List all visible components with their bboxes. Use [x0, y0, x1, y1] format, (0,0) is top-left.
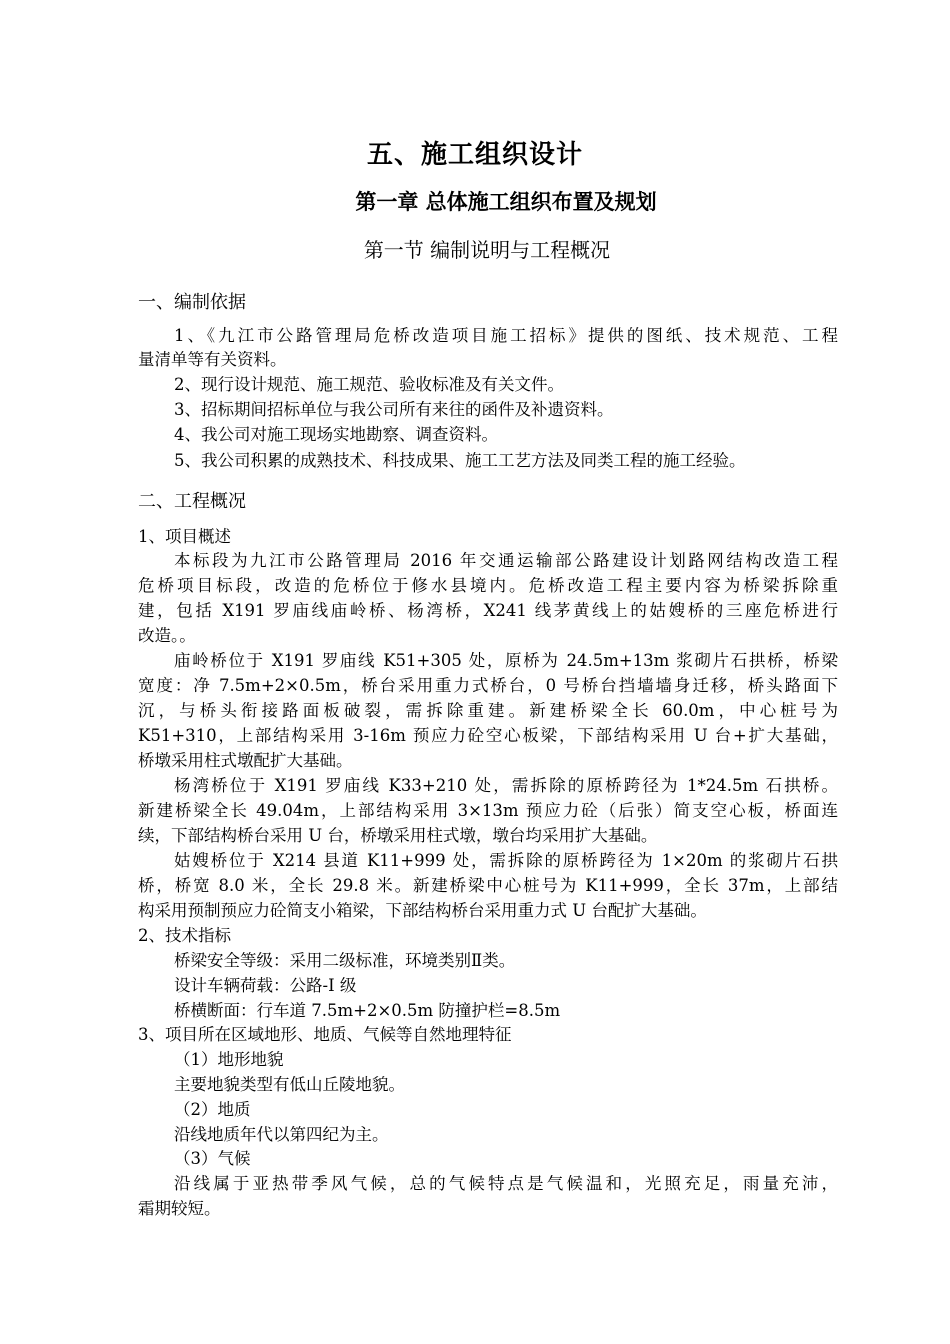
part1-line: 1、《九江市公路管理局危桥改造项目施工招标》提供的图纸、技术规范、工程: [174, 326, 838, 345]
chapter-title: 第一章 总体施工组织布置及规划: [355, 189, 657, 214]
gusao-line: 姑嫂桥位于 X214 县道 K11+999 处，需拆除的原桥跨径为 1×20m 的浆砌片石拱: [174, 851, 838, 870]
part1-line: 量清单等有关资料。: [138, 350, 287, 369]
miaoling-line: 桥墩采用柱式墩配扩大基础。: [138, 751, 353, 770]
part2-heading: 二、工程概况: [138, 491, 246, 512]
overview-line: 改造。。: [138, 626, 196, 645]
climate-line: 沿线属于亚热带季风气候，总的气候特点是气候温和，光照充足，雨量充沛，: [174, 1174, 838, 1193]
miaoling-line: 庙岭桥位于 X191 罗庙线 K51+305 处，原桥为 24.5m+13m 浆砌片石拱桥，桥梁: [174, 651, 838, 670]
part1-line: 5、我公司积累的成熟技术、科技成果、施工工艺方法及同类工程的施工经验。: [174, 451, 746, 470]
subsection-title: 3、项目所在区域地形、地质、气候等自然地理特征: [138, 1025, 512, 1044]
gusao-line: 构采用预制预应力砼简支小箱梁，下部结构桥台采用重力式 U 台配扩大基础。: [138, 901, 707, 920]
climate-title: （3）气候: [174, 1149, 251, 1168]
overview-line: 本标段为九江市公路管理局 2016 年交通运输部公路建设计划路网结构改造工程: [174, 551, 838, 570]
overview-line: 建，包括 X191 罗庙线庙岭桥、杨湾桥，X241 线茅黄线上的姑嫂桥的三座危桥进行: [138, 601, 838, 620]
subsection-title: 2、技术指标: [138, 926, 231, 945]
yangwan-line: 新建桥梁全长 49.04m，上部结构采用 3×13m 预应力砼（后张）简支空心板，桥面连: [138, 801, 838, 820]
tech-spec-line: 桥梁安全等级：采用二级标准，环境类别Ⅱ类。: [174, 951, 516, 970]
tech-spec-line: 设计车辆荷载：公路-I 级: [174, 976, 357, 995]
subsection-title: 1、项目概述: [138, 527, 231, 546]
geology-title: （2）地质: [174, 1100, 251, 1119]
yangwan-line: 续，下部结构桥台采用 U 台，桥墩采用柱式墩，墩台均采用扩大基础。: [138, 826, 658, 845]
terrain-title: （1）地形地貌: [174, 1050, 284, 1069]
doc-title: 五、施工组织设计: [366, 140, 583, 170]
yangwan-line: 杨湾桥位于 X191 罗庙线 K33+210 处，需拆除的原桥跨径为 1*24.5m 石拱桥。: [174, 776, 838, 795]
part1-heading: 一、编制依据: [138, 292, 246, 313]
part1-line: 2、现行设计规范、施工规范、验收标准及有关文件。: [174, 375, 564, 394]
miaoling-line: K51+310，上部结构采用 3-16m 预应力砼空心板梁，下部结构采用 U 台+扩大基础，: [138, 726, 838, 745]
part1-line: 4、我公司对施工现场实地勘察、调查资料。: [174, 425, 498, 444]
section-title: 第一节 编制说明与工程概况: [363, 238, 611, 262]
geology-text: 沿线地质年代以第四纪为主。: [174, 1125, 389, 1144]
tech-spec-line: 桥横断面：行车道 7.5m+2×0.5m 防撞护栏=8.5m: [174, 1001, 561, 1020]
overview-line: 危桥项目标段，改造的危桥位于修水县境内。危桥改造工程主要内容为桥梁拆除重: [138, 576, 838, 595]
part1-line: 3、招标期间招标单位与我公司所有来往的函件及补遗资料。: [174, 400, 614, 419]
gusao-line: 桥，桥宽 8.0 米，全长 29.8 米。新建桥梁中心桩号为 K11+999，全长 37m，上部结: [138, 876, 838, 895]
miaoling-line: 宽度：净 7.5m+2×0.5m，桥台采用重力式桥台，0 号桥台挡墙墙身迁移，桥头路面下: [138, 676, 838, 695]
climate-line: 霜期较短。: [138, 1199, 221, 1218]
miaoling-line: 沉，与桥头衔接路面板破裂，需拆除重建。新建桥梁全长 60.0m，中心桩号为: [138, 701, 838, 720]
terrain-text: 主要地貌类型有低山丘陵地貌。: [174, 1075, 405, 1094]
